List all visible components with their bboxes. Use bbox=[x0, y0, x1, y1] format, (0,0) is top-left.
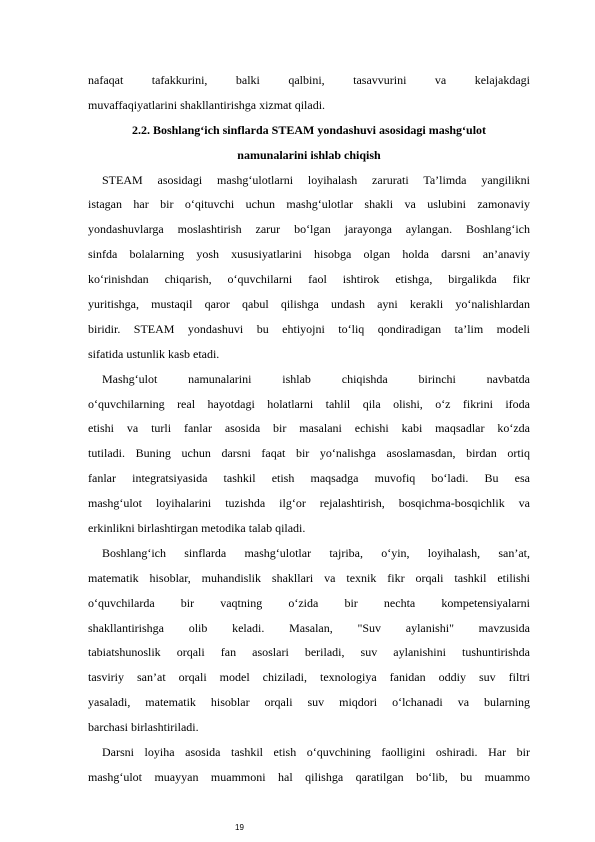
text-line: sifatida ustunlik kasb etadi. bbox=[88, 346, 220, 361]
text-line: ko‘rinishdan chiqarish, o‘quvchilarni faol ishtirok etishga, birgalikda fikr bbox=[88, 272, 530, 287]
text-line: erkinlikni birlashtirgan metodika talab qiladi. bbox=[88, 521, 306, 536]
text-line: tutiladi. Buning uchun darsni faqat bir yo‘nalishga asoslamasdan, birdan ortiq bbox=[88, 446, 530, 461]
paragraph-3 bbox=[88, 541, 530, 740]
text-line: Mashg‘ulot namunalarini ishlab chiqishda birinchi navbatda bbox=[102, 371, 530, 386]
text-line: nafaqat tafakkurini, balki qalbini, tasavvurini va kelajakdagi bbox=[88, 73, 530, 87]
section-heading-line-2: namunalarini ishlab chiqish bbox=[237, 147, 381, 162]
text-line: shakllantirishga olib keladi. Masalan, "Suv aylanishi" mavzusida bbox=[88, 620, 530, 635]
text-line: Darsni loyiha asosida tashkil etish o‘quvchining faolligini oshiradi. Har bir bbox=[102, 745, 530, 760]
text-line: Boshlang‘ich sinflarda mashg‘ulotlar tajriba, o‘yin, loyihalash, san’at, bbox=[102, 545, 530, 560]
text-line: mashg‘ulot muayyan muammoni hal qilishga qaratilgan bo‘lib, bu muammo bbox=[88, 769, 530, 784]
text-line: STEAM asosidagi mashg‘ulotlarni loyihalash zarurati Ta’limda yangilikni bbox=[102, 172, 530, 187]
text-line: tasviriy san’at orqali model chiziladi, texnologiya fanidan oddiy suv filtri bbox=[88, 670, 530, 685]
intro-paragraph bbox=[88, 68, 530, 118]
text-line: yasaladi, matematik hisoblar orqali suv miqdori o‘lchanadi va bularning bbox=[88, 695, 530, 710]
text-line: yuritishga, mustaqil qaror qabul qilishga undash ayni kerakli yo‘nalishlardan bbox=[88, 297, 530, 312]
text-line: yondashuvlarga moslashtirish zarur bo‘lgan jarayonga aylangan. Boshlang‘ich bbox=[88, 222, 530, 237]
text-line: tabiatshunoslik orqali fan asoslari beriladi, suv aylanishini tushuntirishda bbox=[88, 645, 530, 660]
text-line: sinfda bolalarning yosh xususiyatlarini hisobga olgan holda darsni an’anaviy bbox=[88, 247, 530, 262]
text-line: muvaffaqiyatlarini shakllantirishga xizmat qiladi. bbox=[88, 97, 326, 112]
page-number: 19 bbox=[235, 823, 244, 832]
paragraph-4 bbox=[88, 740, 530, 790]
text-line: mashg‘ulot loyihalarini tuzishda ilg‘or rejalashtirish, bosqichma-bosqichlik va bbox=[88, 496, 530, 511]
section-heading-line-1: 2.2. Boshlang‘ich sinflarda STEAM yondashuvi asosidagi mashg‘ulot bbox=[131, 122, 487, 137]
text-line: o‘quvchilarning real hayotdagi holatlarni tahlil qila olishi, o‘z fikrini ifoda bbox=[88, 396, 530, 411]
section-heading bbox=[88, 118, 530, 168]
text-line: fanlar integratsiyasida tashkil etish maqsadga muvofiq bo‘ladi. Bu esa bbox=[88, 471, 530, 486]
text-line: barchasi birlashtiriladi. bbox=[88, 720, 199, 735]
text-line: biridir. STEAM yondashuvi bu ehtiyojni to‘liq qondiradigan ta’lim modeli bbox=[88, 321, 530, 336]
text-line: istagan har bir o‘qituvchi uchun mashg‘ulotlar shakli va uslubini zamonaviy bbox=[88, 197, 530, 212]
text-line: etishi va turli fanlar asosida bir masalani echishi kabi maqsadlar ko‘zda bbox=[88, 421, 530, 436]
document-page bbox=[88, 68, 530, 790]
text-line: matematik hisoblar, muhandislik shakllari va texnik fikr orqali tashkil etilishi bbox=[88, 570, 530, 585]
text-line: o‘quvchilarda bir vaqtning o‘zida bir nechta kompetensiyalarni bbox=[88, 595, 530, 610]
paragraph-1 bbox=[88, 168, 530, 367]
paragraph-2 bbox=[88, 367, 530, 541]
